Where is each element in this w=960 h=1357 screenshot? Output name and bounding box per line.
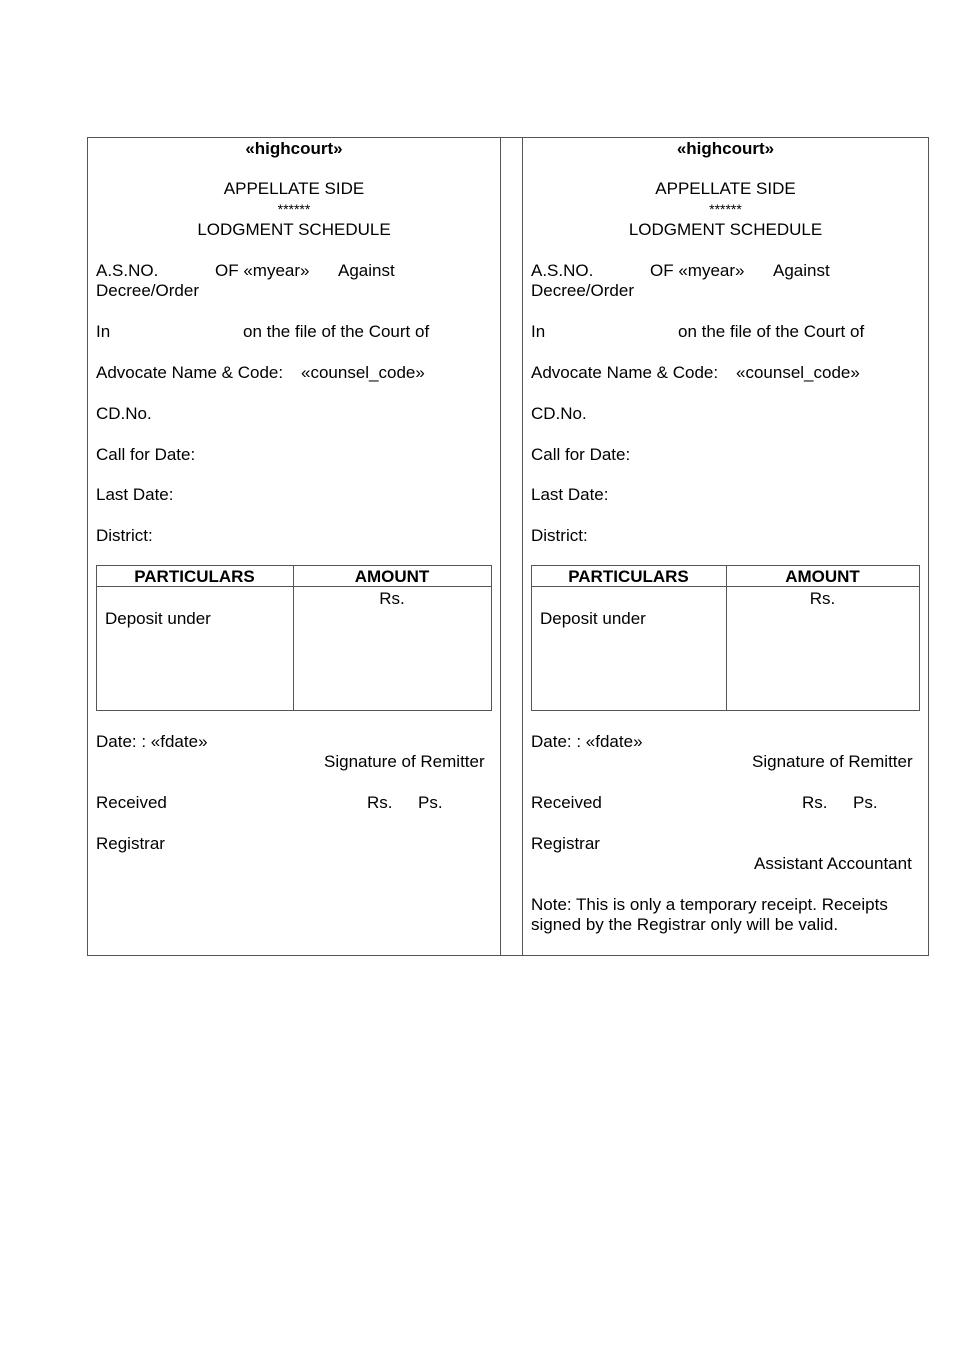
against-label: Against — [773, 261, 830, 280]
against-label: Against — [338, 261, 395, 280]
district-label: District: — [96, 526, 153, 545]
date-field: Date: : «fdate» — [96, 732, 208, 751]
deposit-under-label: Deposit under — [540, 609, 646, 628]
counsel-code-field: «counsel_code» — [736, 363, 860, 382]
last-date-label: Last Date: — [531, 485, 609, 504]
court-file-label: on the file of the Court of — [678, 322, 865, 341]
call-date-label: Call for Date: — [96, 445, 196, 464]
of-year-field: OF «myear» — [650, 261, 745, 280]
received-ps: Ps. — [853, 793, 878, 812]
date-field: Date: : «fdate» — [531, 732, 643, 751]
note-line-1: Note: This is only a temporary receipt. Receipts — [531, 895, 888, 914]
divider-right — [522, 137, 523, 956]
amount-header: AMOUNT — [785, 567, 860, 586]
amount-rs: Rs. — [809, 589, 836, 608]
amount-rs: Rs. — [379, 589, 405, 608]
accountant-label: Assistant Accountant — [754, 854, 912, 873]
signature-label: Signature of Remitter — [752, 752, 913, 771]
asno-label: A.S.NO. — [531, 261, 594, 280]
advocate-label: Advocate Name & Code: — [531, 363, 719, 382]
amount-header: AMOUNT — [354, 567, 430, 586]
registrar-label: Registrar — [531, 834, 600, 853]
received-label: Received — [96, 793, 167, 812]
schedule-title: LODGMENT SCHEDULE — [197, 220, 391, 239]
registrar-label: Registrar — [96, 834, 165, 853]
side-label: APPELLATE SIDE — [655, 179, 796, 198]
decree-label: Decree/Order — [96, 281, 199, 300]
particulars-header: PARTICULARS — [134, 567, 255, 586]
schedule-title: LODGMENT SCHEDULE — [628, 220, 823, 239]
call-date-label: Call for Date: — [531, 445, 631, 464]
deposit-under-label: Deposit under — [105, 609, 211, 628]
received-label: Received — [531, 793, 602, 812]
side-label: APPELLATE SIDE — [223, 179, 365, 198]
received-rs: Rs. — [802, 793, 828, 812]
in-label: In — [96, 322, 111, 341]
in-label: In — [531, 322, 546, 341]
received-ps: Ps. — [418, 793, 443, 812]
divider-left — [500, 137, 501, 956]
advocate-label: Advocate Name & Code: — [96, 363, 284, 382]
district-label: District: — [531, 526, 588, 545]
court-file-label: on the file of the Court of — [243, 322, 430, 341]
schedule-frame — [87, 137, 929, 956]
signature-label: Signature of Remitter — [324, 752, 485, 771]
counsel-code-field: «counsel_code» — [301, 363, 425, 382]
court-title: «highcourt» — [676, 139, 775, 158]
cdno-label: CD.No. — [96, 404, 152, 423]
stars-separator: ****** — [277, 201, 311, 217]
stars-separator: ****** — [709, 201, 742, 217]
note-line-2: signed by the Registrar only will be valid. — [531, 915, 839, 934]
last-date-label: Last Date: — [96, 485, 174, 504]
decree-label: Decree/Order — [531, 281, 634, 300]
received-rs: Rs. — [367, 793, 393, 812]
particulars-header: PARTICULARS — [568, 567, 689, 586]
cdno-label: CD.No. — [531, 404, 587, 423]
of-year-field: OF «myear» — [215, 261, 310, 280]
asno-label: A.S.NO. — [96, 261, 159, 280]
court-title: «highcourt» — [245, 139, 343, 158]
